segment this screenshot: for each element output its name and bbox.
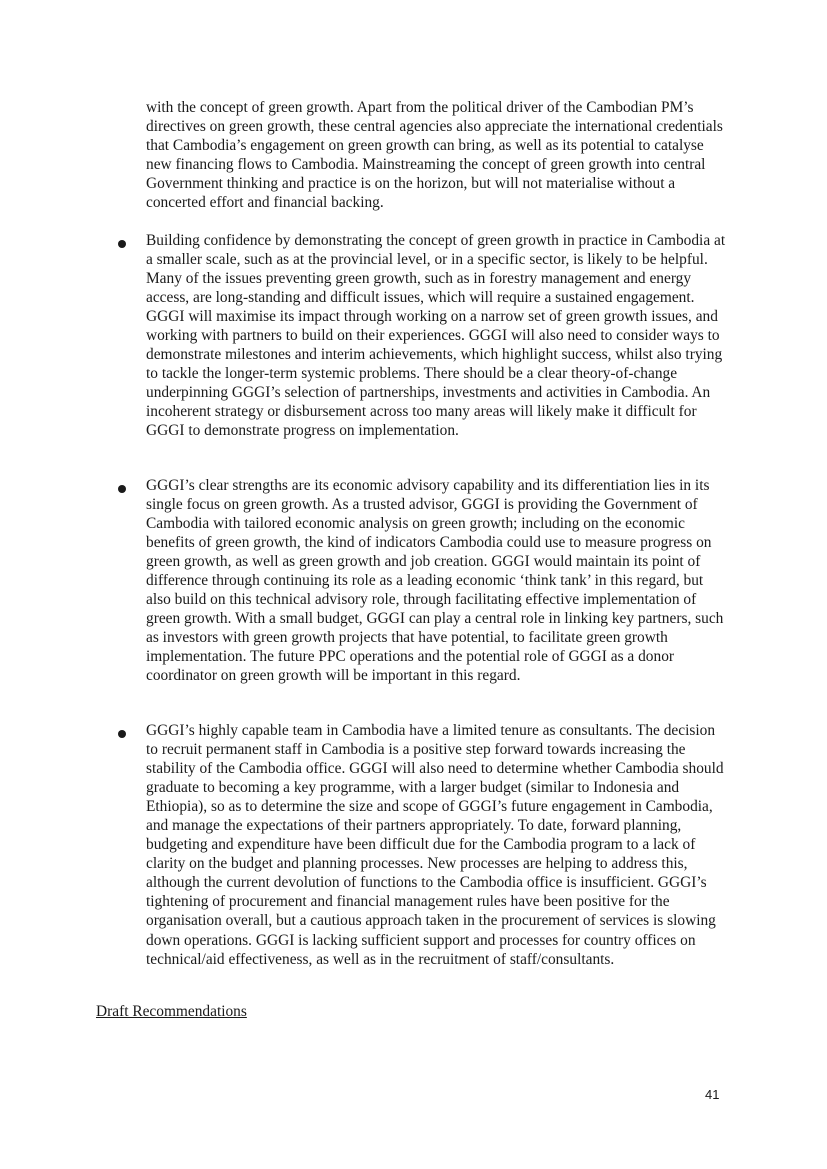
bullet-icon xyxy=(118,730,126,738)
bullet-text: GGGI’s highly capable team in Cambodia have a limited tenure as consultants. The decision to recruit permanent staff in Cambodia is a positive step forward towards increasing the stability of the Cambodia office. GGGI will also need to determine whether Cambodia should graduate to becoming a key programme, with a larger budget (similar to Indonesia and Ethiopia), so as to determine the size and scope of GGGI’s future engagement in Cambodia, and manage the expectations of their partners appropriately. To date, forward planning, budgeting and expenditure have been difficult due for the Cambodia program to a lack of clarity on the budget and planning processes. New processes are helping to address this, although the current devolution of functions to the Cambodia office is insufficient. GGGI’s tightening of procurement and financial management rules have been positive for the organisation overall, but a cautious approach taken in the procurement of services is slowing down operations. GGGI is lacking sufficient support and processes for country offices on technical/aid effectiveness, as well as in the recruitment of staff/consultants. xyxy=(146,722,724,968)
bullet-text: GGGI’s clear strengths are its economic advisory capability and its differentiation lies in its single focus on green growth. As a trusted advisor, GGGI is providing the Government of Cambodia with tailored economic analysis on green growth; including on the economic benefits of green growth, the kind of indicators Cambodia could use to measure progress on green growth, as well as green growth and job creation. GGGI would maintain its point of difference through continuing its role as a leading economic ‘think tank’ in this regard, but also build on this technical advisory role, through facilitating effective implementation of green growth. With a small budget, GGGI can play a central role in linking key partners, such as investors with green growth projects that have potential, to facilitate green growth implementation. The future PPC operations and the potential role of GGGI as a donor coordinator on green growth will be important in this regard. xyxy=(146,477,724,685)
section-heading: Draft Recommendations xyxy=(96,1003,247,1020)
bullet-text: Building confidence by demonstrating the concept of green growth in practice in Cambodia at a smaller scale, such as at the provincial level, or in a specific sector, is likely to be helpful. Many of the issues preventing green growth, such as in forestry management and energy access, are long-standing and difficult issues, which will require a sustained engagement. GGGI will maximise its impact through working on a narrow set of green growth issues, and working with partners to build on their experiences. GGGI will also need to consider ways to demonstrate milestones and interim achievements, which highlight success, whilst also trying to tackle the longer-term systemic problems. There should be a clear theory-of-change underpinning GGGI’s selection of partnerships, investments and activities in Cambodia. An incoherent strategy or disbursement across too many areas will likely make it difficult for GGGI to demonstrate progress on implementation. xyxy=(146,232,726,440)
bullet-icon xyxy=(118,485,126,493)
bullet-icon xyxy=(118,240,126,248)
page-number: 41 xyxy=(705,1087,720,1102)
continuation-paragraph: with the concept of green growth. Apart from the political driver of the Cambodian PM’s directives on green growth, these central agencies also appreciate the international credentials that Cambodia’s engagement on green growth can bring, as well as its potential to catalyse new financing flows to Cambodia. Mainstreaming the concept of green growth into central Government thinking and practice is on the horizon, but will not materialise without a concerted effort and financial backing. xyxy=(146,99,723,212)
